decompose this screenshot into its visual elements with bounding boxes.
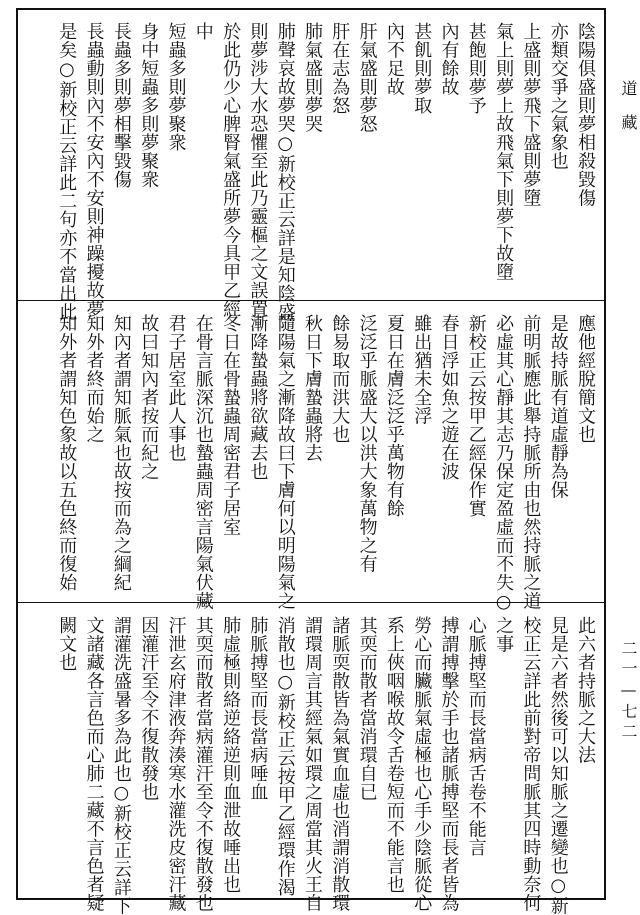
text-column: 肝氣盛則夢怒 bbox=[356, 22, 378, 133]
text-column: 氣上則夢上故飛氣下則夢下故墮 bbox=[493, 22, 515, 281]
text-column: 陰陽俱盛則夢相殺毀傷 bbox=[575, 22, 596, 207]
text-column: 汗泄玄府津液奔湊寒水灌洗皮密汗藏 bbox=[165, 616, 187, 912]
text-column: 上盛則夢飛下盛則夢墮 bbox=[520, 22, 542, 207]
text-column: 闕文也 bbox=[56, 616, 78, 672]
text-column: 心脈搏堅而長當病舌卷不能言 bbox=[465, 616, 487, 857]
text-column: 肺氣盛則夢哭 bbox=[302, 22, 323, 133]
text-column: 消散也○新校正云按甲乙經環作渴 bbox=[274, 616, 296, 897]
text-column: 身中短蟲多則夢聚衆 bbox=[138, 22, 160, 189]
text-column: 中 bbox=[192, 22, 214, 41]
text-column: 肺脈搏堅而長當病唾血 bbox=[247, 616, 269, 801]
text-column: 亦類交爭之氣象也 bbox=[547, 22, 569, 170]
text-column: 前明脈應此舉持脈所由也然持脈之道 bbox=[520, 314, 542, 610]
text-column: 內有餘故 bbox=[438, 22, 460, 96]
text-column: 漸降蟄蟲將欲藏去也 bbox=[247, 314, 269, 481]
text-column: 必虛其心靜其志乃保定盈虛而不失○ bbox=[493, 314, 515, 613]
text-column: 此六者持脈之大法 bbox=[575, 616, 596, 764]
text-column: 短蟲多則夢聚衆 bbox=[165, 22, 187, 152]
text-column: 冬日在骨蟄蟲周密君子居室 bbox=[220, 314, 242, 536]
text-column: 泛泛乎脈盛大以洪大象萬物之有 bbox=[356, 314, 378, 573]
text-column: 謂環周言其經氣如環之周當其火王自 bbox=[302, 616, 323, 912]
text-column: 謂灌洗盛暑多為此也○新校正云詳下 bbox=[110, 616, 132, 915]
text-column: 夏日在膚泛泛乎萬物有餘 bbox=[383, 314, 405, 518]
text-column: 肺虛極則絡逆絡逆則血泄故唾出也 bbox=[220, 616, 242, 894]
text-column: 甚飢則夢取 bbox=[411, 22, 433, 115]
text-column: 應他經脫簡文也 bbox=[575, 314, 596, 444]
text-column: 新校正云按甲乙經保作實 bbox=[465, 314, 487, 518]
text-column: 則夢涉大水恐懼至此乃靈樞之文誤置 bbox=[247, 22, 269, 318]
text-column: 是矣○新校正云詳此二句亦不當出此 bbox=[56, 22, 78, 321]
text-column: 是故持脈有道虛靜為保 bbox=[547, 314, 569, 499]
text-column: 諸脈耎散皆為氣實血虛也消謂消散環 bbox=[329, 616, 351, 912]
panel-divider-bottom bbox=[16, 602, 606, 603]
text-column: 肺聲哀故夢哭○新校正云詳是知陰盛 bbox=[274, 22, 296, 321]
text-column: 長蟲動則內不安內不安則神躁擾故夢 bbox=[83, 22, 105, 318]
text-column: 校正云詳此前對帝問脈其四時動奈何 bbox=[520, 616, 542, 912]
text-column: 系上俠咽喉故令舌卷短而不能言也 bbox=[383, 616, 405, 894]
text-column: 春日浮如魚之遊在波 bbox=[438, 314, 460, 481]
text-column: 於此仍少心脾腎氣盛所夢今具甲乙經 bbox=[220, 22, 242, 318]
text-column: 其耎而散者當病灌汗至令不復散發也 bbox=[192, 616, 214, 912]
text-panel-2 bbox=[18, 302, 604, 613]
side-title: 道藏 bbox=[619, 80, 638, 148]
text-column: 其耎而散者當消環自已 bbox=[356, 616, 378, 801]
text-panel-3 bbox=[18, 604, 604, 915]
text-column: 餘易取而洪大也 bbox=[329, 314, 351, 444]
text-column: 知外者終而始之 bbox=[83, 314, 105, 444]
text-column: 因灌汗至令不復散發也 bbox=[138, 616, 160, 801]
text-column: 文諸藏各言色而心肺二藏不言色者疑 bbox=[83, 616, 105, 912]
text-column: 知外者謂知色象故以五色終而復始 bbox=[56, 314, 78, 592]
text-column: 隨陽氣之漸降故曰下膚何以明陽氣之 bbox=[274, 314, 296, 610]
text-column: 之事 bbox=[493, 616, 515, 653]
text-column: 君子居室此人事也 bbox=[165, 314, 187, 462]
text-column: 秋日下膚蟄蟲將去 bbox=[302, 314, 323, 462]
text-column: 在骨言脈深沉也蟄蟲周密言陽氣伏藏 bbox=[192, 314, 214, 610]
text-column: 雖出猶未全浮 bbox=[411, 314, 433, 425]
text-column: 搏謂搏擊於手也諸脈搏堅而長者皆為 bbox=[438, 616, 460, 912]
page-number: 二一—七二 bbox=[619, 640, 638, 743]
text-column: 肝在志為怒 bbox=[329, 22, 351, 115]
text-column: 故曰知內者按而紀之 bbox=[138, 314, 160, 481]
text-column: 知內者謂知脈氣也故按而為之綱紀 bbox=[110, 314, 132, 592]
text-column: 長蟲多則夢相擊毀傷 bbox=[110, 22, 132, 189]
text-panel-1 bbox=[18, 10, 604, 321]
text-column: 見是六者然後可以知脈之遷變也○新 bbox=[547, 616, 569, 915]
text-column: 內不足故 bbox=[383, 22, 405, 96]
text-column: 甚飽則夢予 bbox=[465, 22, 487, 115]
text-column: 勞心而臟脈氣虛極也心手少陰脈從心 bbox=[411, 616, 433, 912]
